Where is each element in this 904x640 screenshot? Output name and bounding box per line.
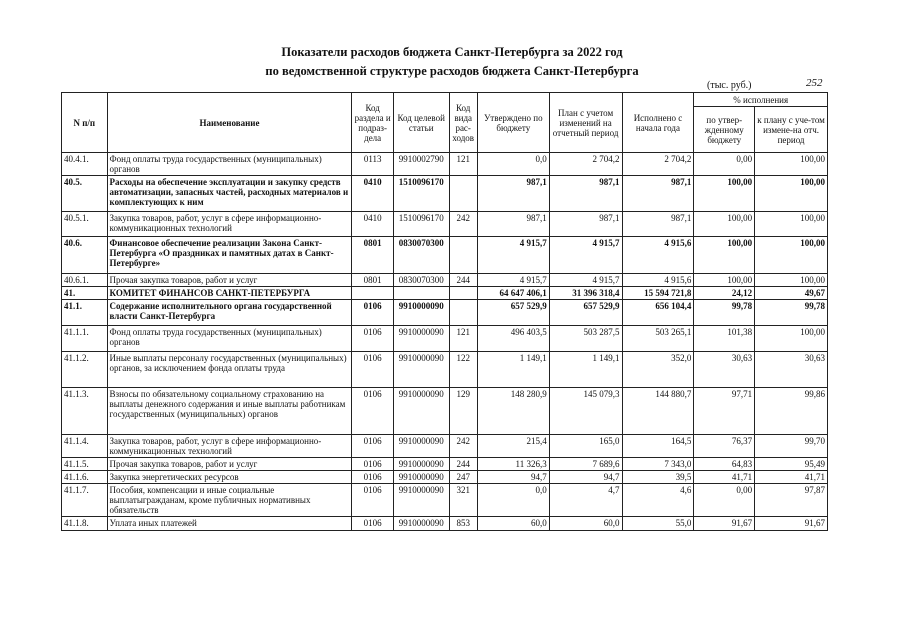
- row-statya: 0830070300: [393, 237, 449, 274]
- col-header-isp: Исполнено с начала года: [622, 93, 694, 153]
- row-pct-plan: 100,00: [755, 274, 828, 287]
- row-pct-plan: 41,71: [755, 471, 828, 484]
- col-header-pct-plan: к плану с уче-том измене-на отч. период: [755, 107, 828, 153]
- row-pct-plan: 91,67: [755, 517, 828, 531]
- table-row: [62, 300, 828, 326]
- row-name: Закупка товаров, работ, услуг в сфере информационно-коммуникационных технологий: [107, 212, 352, 237]
- row-isp: 503 265,1: [622, 326, 694, 352]
- row-pct-utv: 91,67: [694, 517, 755, 531]
- table-row: [62, 484, 828, 517]
- col-header-utv: Утверждено по бюджету: [477, 93, 549, 153]
- row-plan: 60,0: [549, 517, 622, 531]
- row-vid: 244: [449, 458, 477, 471]
- row-pct-plan: 95,49: [755, 458, 828, 471]
- row-razdel: 0106: [352, 388, 393, 435]
- row-utv: 657 529,9: [477, 300, 549, 326]
- row-vid: 242: [449, 212, 477, 237]
- row-utv: 60,0: [477, 517, 549, 531]
- report-title-line2: по ведомственной структуре расходов бюджета Санкт-Петербурга: [265, 64, 639, 78]
- row-isp: 352,0: [622, 352, 694, 388]
- row-isp: 7 343,0: [622, 458, 694, 471]
- row-statya: 9910000090: [393, 484, 449, 517]
- row-pct-plan: 99,70: [755, 435, 828, 458]
- row-name: Пособия, компенсации и иные социальные выплатыгражданам, кроме публичных нормативных обязательств: [107, 484, 352, 517]
- row-name: Прочая закупка товаров, работ и услуг: [107, 458, 352, 471]
- row-vid: 321: [449, 484, 477, 517]
- row-utv: 148 280,9: [477, 388, 549, 435]
- row-name: Закупка товаров, работ, услуг в сфере информационно-коммуникационных технологий: [107, 435, 352, 458]
- row-pct-plan: 49,67: [755, 287, 828, 300]
- row-name: Уплата иных платежей: [107, 517, 352, 531]
- page-number: 252: [806, 77, 823, 89]
- row-pct-utv: 64,83: [694, 458, 755, 471]
- row-isp: 987,1: [622, 176, 694, 212]
- row-razdel: 0106: [352, 484, 393, 517]
- row-isp: 4 915,6: [622, 274, 694, 287]
- row-pct-utv: 101,38: [694, 326, 755, 352]
- row-vid: 242: [449, 435, 477, 458]
- row-num: 41.: [62, 287, 108, 300]
- row-razdel: 0106: [352, 471, 393, 484]
- row-num: 41.1.5.: [62, 458, 108, 471]
- row-num: 40.5.: [62, 176, 108, 212]
- row-vid: 122: [449, 352, 477, 388]
- col-header-pct-utv: по утвер-жденному бюджету: [694, 107, 755, 153]
- row-pct-plan: 99,78: [755, 300, 828, 326]
- row-vid: 129: [449, 388, 477, 435]
- row-pct-utv: 99,78: [694, 300, 755, 326]
- row-razdel: 0801: [352, 237, 393, 274]
- row-vid: [449, 176, 477, 212]
- col-header-razdel: Код раздела и подраз-дела: [352, 93, 393, 153]
- table-row: [62, 237, 828, 274]
- row-plan: 7 689,6: [549, 458, 622, 471]
- row-vid: 247: [449, 471, 477, 484]
- row-plan: 657 529,9: [549, 300, 622, 326]
- row-name: Содержание исполнительного органа государственной власти Санкт-Петербурга: [107, 300, 352, 326]
- row-utv: 496 403,5: [477, 326, 549, 352]
- row-statya: 9910000090: [393, 471, 449, 484]
- row-isp: 4,6: [622, 484, 694, 517]
- row-num: 41.1.7.: [62, 484, 108, 517]
- row-plan: 145 079,3: [549, 388, 622, 435]
- table-row: [62, 176, 828, 212]
- row-razdel: 0106: [352, 352, 393, 388]
- row-pct-utv: 0,00: [694, 484, 755, 517]
- col-header-pct-group: % исполнения: [694, 93, 828, 107]
- col-header-vid: Код вида рас-ходов: [449, 93, 477, 153]
- row-pct-plan: 100,00: [755, 153, 828, 176]
- row-name: КОМИТЕТ ФИНАНСОВ САНКТ-ПЕТЕРБУРГА: [107, 287, 352, 300]
- row-num: 40.6.: [62, 237, 108, 274]
- row-plan: 94,7: [549, 471, 622, 484]
- row-utv: 987,1: [477, 212, 549, 237]
- row-statya: 1510096170: [393, 212, 449, 237]
- row-pct-utv: 24,12: [694, 287, 755, 300]
- table-row: [62, 517, 828, 531]
- row-isp: 987,1: [622, 212, 694, 237]
- row-statya: 9910000090: [393, 458, 449, 471]
- row-utv: 4 915,7: [477, 274, 549, 287]
- row-statya: 0830070300: [393, 274, 449, 287]
- row-pct-utv: 100,00: [694, 212, 755, 237]
- row-pct-plan: 30,63: [755, 352, 828, 388]
- row-plan: 4 915,7: [549, 274, 622, 287]
- row-pct-plan: 100,00: [755, 237, 828, 274]
- table-row: [62, 326, 828, 352]
- col-header-statya: Код целевой статьи: [393, 93, 449, 153]
- row-pct-utv: 100,00: [694, 274, 755, 287]
- table-row: [62, 435, 828, 458]
- row-utv: 94,7: [477, 471, 549, 484]
- col-header-name: Наименование: [107, 93, 352, 153]
- row-pct-utv: 76,37: [694, 435, 755, 458]
- row-name: Взносы по обязательному социальному страхованию на выплаты денежного содержания и иные выплаты работникам государственных (муниципальных) органов: [107, 388, 352, 435]
- row-statya: 1510096170: [393, 176, 449, 212]
- row-isp: 15 594 721,8: [622, 287, 694, 300]
- row-num: 40.4.1.: [62, 153, 108, 176]
- row-isp: 4 915,6: [622, 237, 694, 274]
- row-razdel: 0106: [352, 458, 393, 471]
- row-statya: 9910000090: [393, 435, 449, 458]
- row-utv: 4 915,7: [477, 237, 549, 274]
- row-pct-plan: 100,00: [755, 326, 828, 352]
- row-pct-utv: 100,00: [694, 176, 755, 212]
- row-statya: [393, 287, 449, 300]
- row-utv: 0,0: [477, 153, 549, 176]
- row-plan: 4 915,7: [549, 237, 622, 274]
- table-row: [62, 471, 828, 484]
- row-num: 40.5.1.: [62, 212, 108, 237]
- budget-table: [61, 92, 828, 531]
- row-num: 41.1.4.: [62, 435, 108, 458]
- row-name: Финансовое обеспечение реализации Закона Санкт-Петербурга «О праздниках и памятных датах в Санкт-Петербурге»: [107, 237, 352, 274]
- row-razdel: 0113: [352, 153, 393, 176]
- table-row: [62, 287, 828, 300]
- row-razdel: 0410: [352, 176, 393, 212]
- table-row: [62, 212, 828, 237]
- row-razdel: 0106: [352, 300, 393, 326]
- row-vid: 853: [449, 517, 477, 531]
- row-razdel: 0410: [352, 212, 393, 237]
- row-name: Расходы на обеспечение эксплуатации и закупку средств автоматизации, запасных частей, расходных материалов и комплектующих к ним: [107, 176, 352, 212]
- row-vid: 244: [449, 274, 477, 287]
- row-razdel: [352, 287, 393, 300]
- row-plan: 503 287,5: [549, 326, 622, 352]
- row-pct-utv: 0,00: [694, 153, 755, 176]
- row-plan: 4,7: [549, 484, 622, 517]
- row-pct-utv: 97,71: [694, 388, 755, 435]
- row-vid: 121: [449, 326, 477, 352]
- table-row: [62, 274, 828, 287]
- row-num: 41.1.: [62, 300, 108, 326]
- row-num: 41.1.6.: [62, 471, 108, 484]
- row-utv: 11 326,3: [477, 458, 549, 471]
- row-isp: 39,5: [622, 471, 694, 484]
- table-row: [62, 388, 828, 435]
- row-razdel: 0106: [352, 517, 393, 531]
- row-pct-utv: 30,63: [694, 352, 755, 388]
- row-pct-plan: 100,00: [755, 212, 828, 237]
- row-isp: 164,5: [622, 435, 694, 458]
- col-header-num: N п/п: [62, 93, 108, 153]
- row-vid: [449, 300, 477, 326]
- row-pct-plan: 99,86: [755, 388, 828, 435]
- row-utv: 64 647 406,1: [477, 287, 549, 300]
- unit-label: (тыс. руб.): [707, 80, 752, 91]
- row-num: 40.6.1.: [62, 274, 108, 287]
- row-num: 41.1.1.: [62, 326, 108, 352]
- row-utv: 987,1: [477, 176, 549, 212]
- row-vid: [449, 287, 477, 300]
- row-statya: 9910000090: [393, 388, 449, 435]
- table-row: [62, 458, 828, 471]
- row-statya: 9910000090: [393, 300, 449, 326]
- row-statya: 9910002790: [393, 153, 449, 176]
- row-isp: 656 104,4: [622, 300, 694, 326]
- row-plan: 165,0: [549, 435, 622, 458]
- row-name: Фонд оплаты труда государственных (муниципальных) органов: [107, 326, 352, 352]
- col-header-plan: План с учетом изменений на отчетный период: [549, 93, 622, 153]
- table-row: [62, 153, 828, 176]
- row-statya: 9910000090: [393, 517, 449, 531]
- table-row: [62, 352, 828, 388]
- row-vid: 121: [449, 153, 477, 176]
- row-num: 41.1.3.: [62, 388, 108, 435]
- report-title-line1: Показатели расходов бюджета Санкт-Петербурга за 2022 год: [281, 45, 623, 59]
- row-utv: 0,0: [477, 484, 549, 517]
- row-statya: 9910000090: [393, 352, 449, 388]
- row-razdel: 0106: [352, 435, 393, 458]
- row-vid: [449, 237, 477, 274]
- row-statya: 9910000090: [393, 326, 449, 352]
- row-isp: 2 704,2: [622, 153, 694, 176]
- row-name: Закупка энергетических ресурсов: [107, 471, 352, 484]
- row-plan: 31 396 318,4: [549, 287, 622, 300]
- row-isp: 144 880,7: [622, 388, 694, 435]
- row-isp: 55,0: [622, 517, 694, 531]
- row-name: Фонд оплаты труда государственных (муниципальных) органов: [107, 153, 352, 176]
- row-plan: 2 704,2: [549, 153, 622, 176]
- row-plan: 1 149,1: [549, 352, 622, 388]
- row-razdel: 0801: [352, 274, 393, 287]
- row-pct-plan: 100,00: [755, 176, 828, 212]
- row-name: Иные выплаты персоналу государственных (муниципальных) органов, за исключением фонда оплаты труда: [107, 352, 352, 388]
- row-num: 41.1.2.: [62, 352, 108, 388]
- row-num: 41.1.8.: [62, 517, 108, 531]
- row-pct-utv: 41,71: [694, 471, 755, 484]
- row-pct-plan: 97,87: [755, 484, 828, 517]
- row-plan: 987,1: [549, 212, 622, 237]
- row-razdel: 0106: [352, 326, 393, 352]
- row-plan: 987,1: [549, 176, 622, 212]
- row-utv: 215,4: [477, 435, 549, 458]
- row-name: Прочая закупка товаров, работ и услуг: [107, 274, 352, 287]
- row-pct-utv: 100,00: [694, 237, 755, 274]
- row-utv: 1 149,1: [477, 352, 549, 388]
